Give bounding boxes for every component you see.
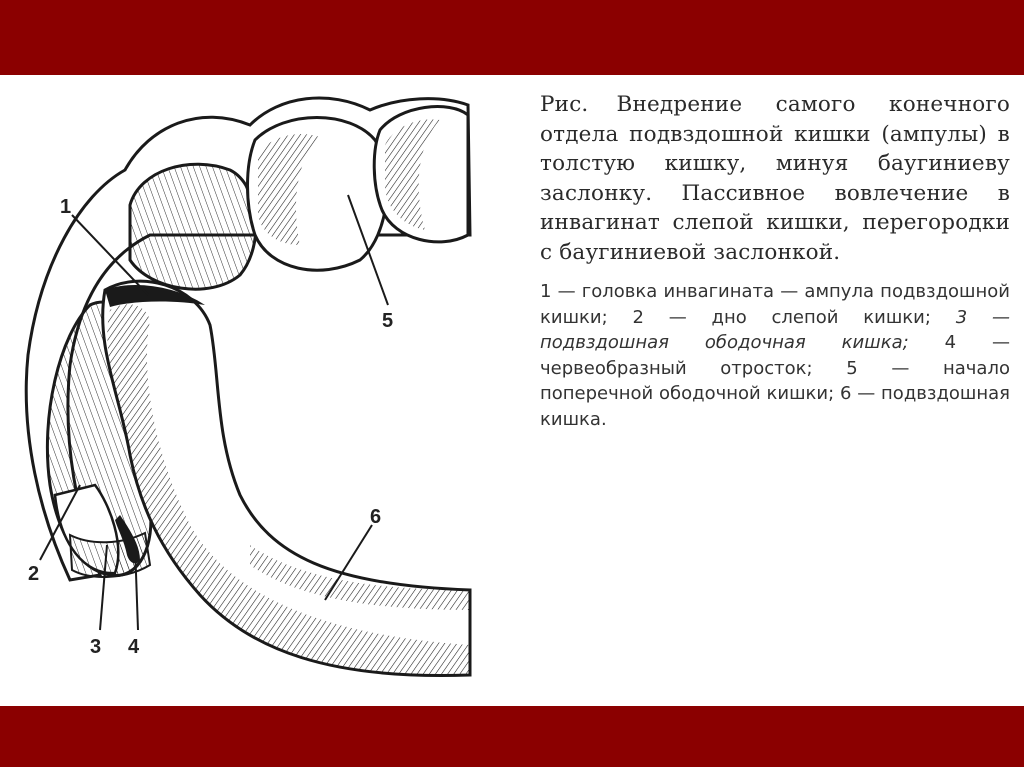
caption-main-text	[540, 90, 1010, 267]
label-2: 2	[28, 563, 40, 585]
legend-item: 2 — дно слепой кишки;	[632, 306, 931, 328]
legend-item: 4 — червеобразный отросток;	[540, 332, 1010, 379]
anatomy-illustration	[0, 75, 520, 706]
intestine-drawing	[0, 75, 520, 706]
figure-legend	[540, 279, 1010, 432]
label-1: 1	[60, 196, 72, 218]
label-4: 4	[128, 636, 140, 658]
haustra-1	[130, 164, 256, 289]
label-6: 6	[370, 506, 382, 528]
legend-item: 1 — головка инвагината — ампула подвздошной кишки;	[540, 281, 1010, 328]
slide	[0, 75, 1024, 706]
legend-item: 3 — подвздошная ободочная кишка;	[540, 306, 1010, 353]
caption-prefix: Рис.	[540, 92, 589, 117]
legend-item: 5 — начало поперечной ободочной кишки;	[540, 357, 1010, 404]
label-3: 3	[90, 636, 102, 658]
label-5: 5	[382, 310, 394, 332]
legend-item: 6 — подвздошная кишка.	[540, 383, 1010, 430]
bottom-frame-band	[0, 706, 1024, 767]
figure-caption	[540, 90, 1010, 432]
caption-body: Внедрение самого конечного отдела подвздошной кишки (ампулы) в толстую кишку, минуя баугиниеву заслонку. Пассивное вовлечение в инвагинат слепой кишки, перегородки с баугиниевой заслонкой.	[540, 92, 1010, 265]
top-frame-band	[0, 0, 1024, 75]
